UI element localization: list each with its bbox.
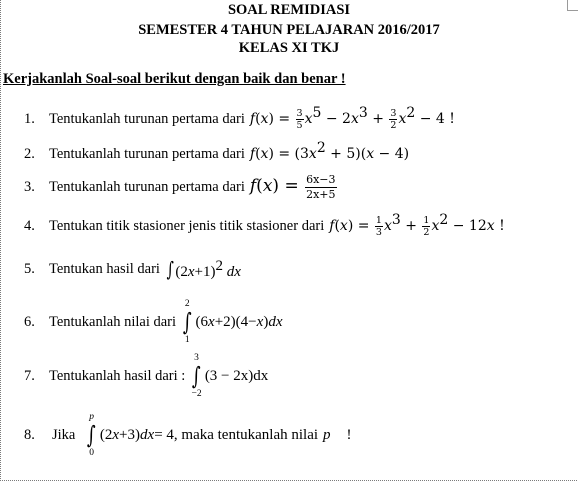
question-number: 2. [24,145,35,162]
question-1 [24,104,455,131]
question-end: ! [346,426,352,443]
question-6 [24,300,282,344]
question-formula: $f(x) = (3x^2 + 5)(x - 4)$ [249,139,410,162]
integral-sign: p ∫ 0 [87,412,96,458]
question-text: Jika [52,426,76,443]
question-text: Tentukan titik stasioner jenis titik stasioner dari [49,217,325,234]
question-formula: ∫ $(2x+1)^2$ dx [166,257,241,281]
question-number: 1. [24,110,35,127]
question-number: 6. [24,313,35,330]
question-formula: f(x) = $\frac{3}{5}$ $x^5 - 2x^3$ + $\frac{3}{2}$ $x^2 - 4$ ! [249,104,455,131]
integral-sign: 2 ∫ 1 [182,299,192,345]
title-line-1: SOAL REMIDIASI [227,2,351,18]
question-number: 7. [24,367,35,384]
question-text: Tentukanlah hasil dari : [49,367,186,384]
question-variable: p [323,426,331,443]
question-text: Tentukanlah turunan pertama dari [49,110,245,127]
question-formula: 2 ∫ 1 (6 x +2)(4− x ) dx [182,299,283,345]
question-formula: f(x) = $\frac{6x-3}{2x+5}$ [249,172,336,201]
question-number: 4. [24,217,35,234]
question-number: 8. [24,426,35,443]
integral-sign: 3 ∫ −2 [191,353,202,399]
question-7 [24,354,268,398]
question-tail: , maka tentukanlah nilai [173,426,319,443]
question-text: Tentukanlah nilai dari [49,313,177,330]
question-number: 5. [24,260,35,277]
question-text: Tentukanlah turunan pertama dari [49,145,245,162]
question-5 [24,257,241,281]
question-8 [24,412,352,458]
question-text: Tentukan hasil dari [49,260,160,277]
title-line-3: KELAS XI TKJ [238,40,340,56]
question-formula: p ∫ 0 (2 x +3) dx = 4 [87,412,174,458]
question-4 [24,211,505,238]
question-text: Tentukanlah turunan pertama dari [49,178,245,195]
question-3 [24,172,338,201]
instruction-heading: Kerjakanlah Soal-soal berikut dengan baik dan benar ! [3,71,346,87]
question-formula: 3 ∫ −2 (3 − 2x)dx [191,353,269,399]
title-line-2: SEMESTER 4 TAHUN PELAJARAN 2016/2017 [138,22,440,38]
question-number: 3. [24,178,35,195]
question-2 [24,139,410,166]
question-formula: f(x) = $\frac{1}{3}$ $x^3$ + $\frac{1}{2}$ $x^2 - 12x$ ! [329,211,505,238]
